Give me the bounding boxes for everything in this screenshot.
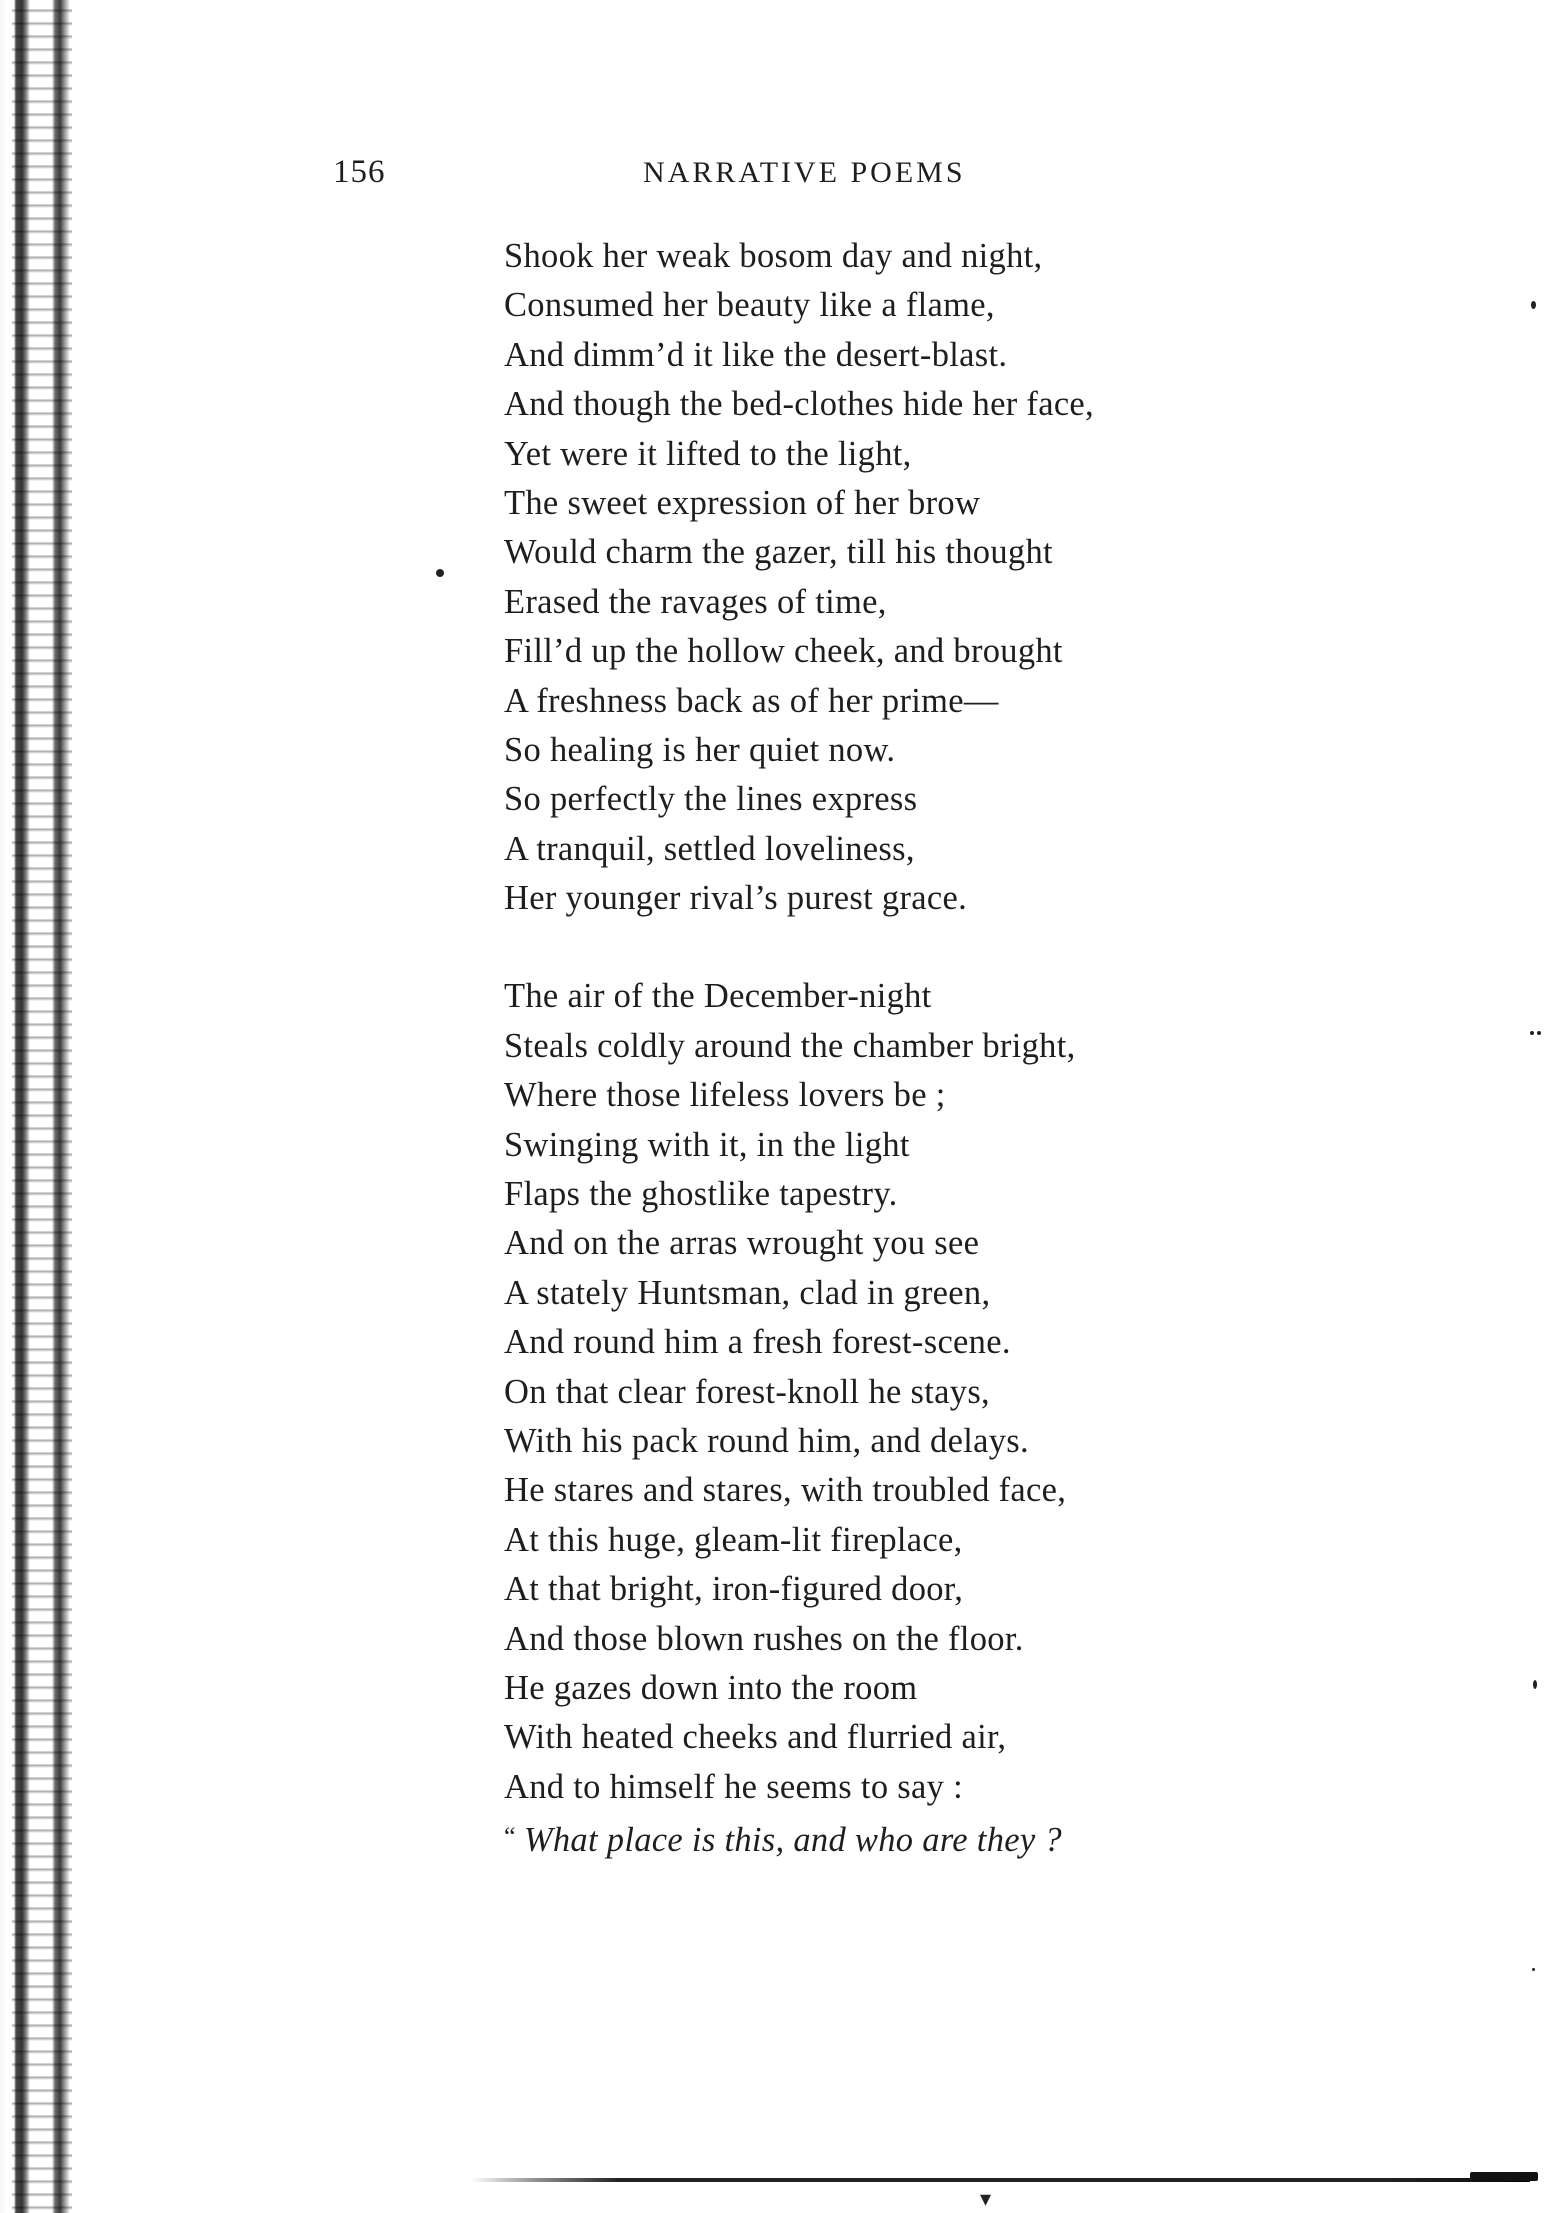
poem-line: A freshness back as of her prime— [504,681,999,720]
stanza-2 [504,972,1504,1861]
open-quote-mark: “ [504,1822,516,1852]
poem-line: He stares and stares, with troubled face, [504,1471,1067,1510]
poem-line: At that bright, iron-figured door, [504,1570,964,1609]
poem-line: Where those lifeless lovers be ; [504,1076,946,1115]
scan-speck [1537,1031,1541,1035]
quoted-text: What place is this, and who are they ? [523,1821,1062,1860]
poem-line: Fill’d up the hollow cheek, and brought [504,632,1063,671]
poem-line: The air of the December-night [504,977,932,1016]
poem-line: With his pack round him, and delays. [504,1421,1029,1460]
poem-line: And round him a fresh forest-scene. [504,1323,1011,1362]
poem-line: And though the bed-clothes hide her face, [504,385,1094,424]
poem-line: Yet were it lifted to the light, [504,434,912,473]
scan-speck [1531,301,1536,309]
poem-line: At this huge, gleam-lit fireplace, [504,1520,963,1559]
poem-line: So perfectly the lines express [504,780,918,819]
running-title: NARRATIVE POEMS [643,156,966,189]
binding-shadow [12,0,72,2213]
bottom-rule [470,2178,1530,2182]
scan-speck [436,569,444,577]
poem-line: And to himself he seems to say : [504,1767,963,1806]
poem-line: Swinging with it, in the light [504,1125,910,1164]
page-number: 156 [333,154,386,190]
poem-line: The sweet expression of her brow [504,483,981,522]
poem-line: Erased the ravages of time, [504,582,887,621]
scan-speck [1530,1031,1534,1035]
scan-speck [1533,1680,1537,1689]
poem-line: Would charm the gazer, till his thought [504,533,1053,572]
poem-line: Flaps the ghostlike tapestry. [504,1175,898,1214]
poem-line: Her younger rival’s purest grace. [504,879,968,918]
poem-line: Shook her weak bosom day and night, [504,237,1043,275]
running-head [0,154,1548,202]
ornament-icon: ▾ [980,2186,992,2211]
poem-line: On that clear forest-knoll he stays, [504,1372,990,1411]
poem-line: Steals coldly around the chamber bright, [504,1026,1076,1065]
poem-line: A stately Huntsman, clad in green, [504,1273,991,1312]
stanza-1 [504,232,1504,923]
poem-line: He gazes down into the room [504,1668,918,1707]
poem-line-quoted [504,1812,1504,1861]
stanza-break [504,923,1504,972]
poem-line: A tranquil, settled loveliness, [504,829,915,868]
bottom-rule-end [1470,2172,1538,2181]
poem-line: And those blown rushes on the floor. [504,1619,1024,1658]
poem-line: With heated cheeks and flurried air, [504,1718,1007,1757]
poem-line: And dimm’d it like the desert-blast. [504,335,1008,374]
poem-line: And on the arras wrought you see [504,1224,980,1263]
scan-speck [1532,1968,1535,1971]
poem-line: Consumed her beauty like a flame, [504,286,995,325]
poem-text [504,232,1504,1862]
poem-line: So healing is her quiet now. [504,730,896,769]
